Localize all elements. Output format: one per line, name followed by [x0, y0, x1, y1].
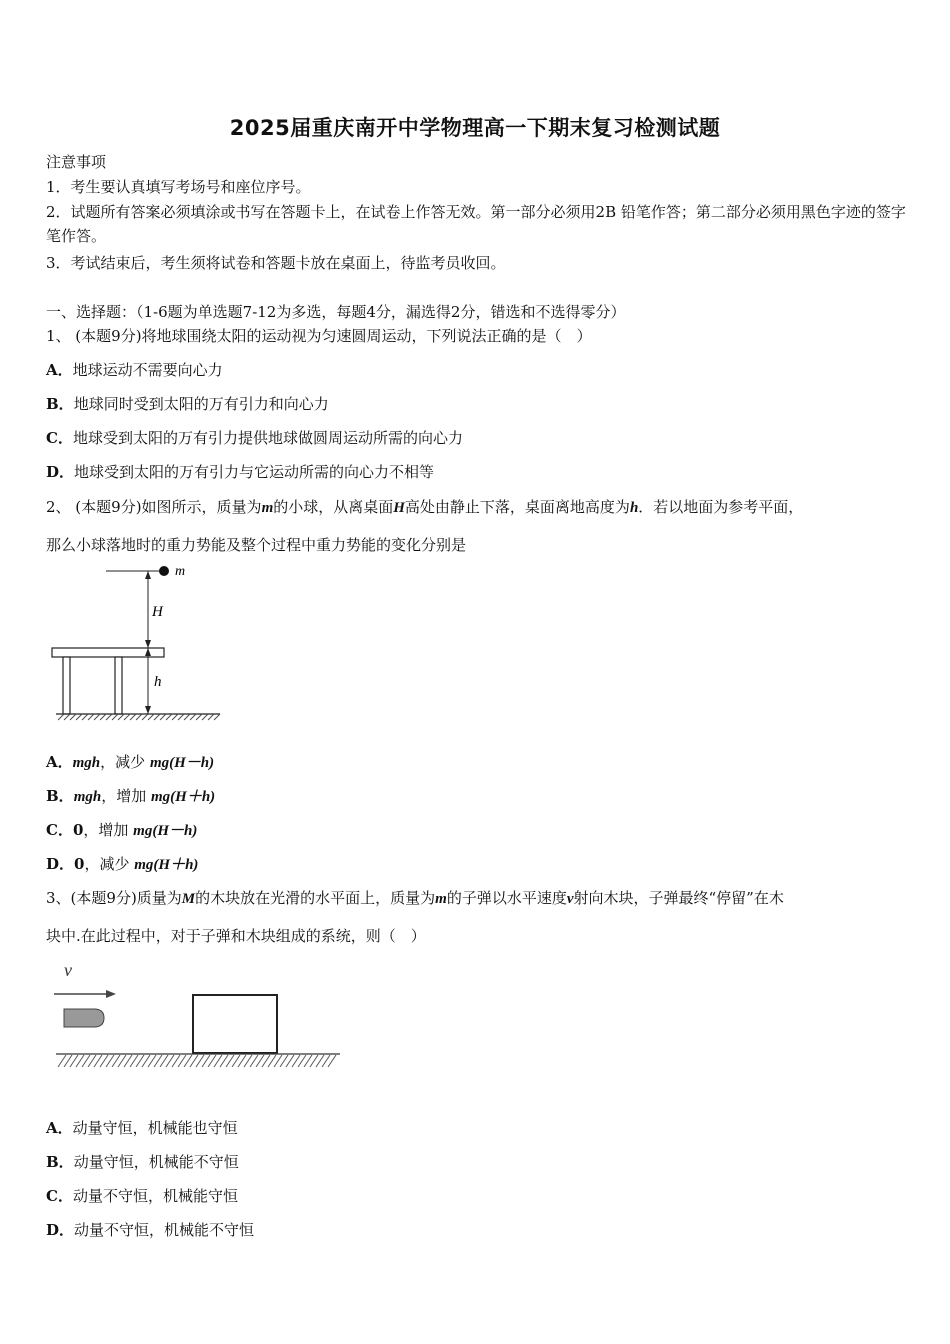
q2-option-d[interactable]	[46, 854, 198, 875]
stem-text: 的小球，从离桌面	[273, 498, 394, 516]
label-v: v	[64, 960, 72, 980]
q3-option-a[interactable]	[46, 1118, 238, 1138]
option-text: ，减少	[84, 855, 135, 873]
option-value: 0	[72, 821, 84, 839]
option-text: ，减少	[100, 753, 150, 771]
option-value: mgh	[73, 789, 102, 805]
label-m: m	[175, 564, 186, 579]
stem-text: 高处由静止下落，桌面离地高度为	[404, 498, 630, 516]
q1-option-b[interactable]	[46, 394, 329, 414]
option-text: ，增加	[83, 821, 134, 839]
option-label: D．	[46, 855, 75, 873]
section-heading: 一、选择题：（1-6题为单选题7-12为多选，每题4分，漏选得2分，错选和不选得零分）	[46, 303, 626, 321]
wood-block	[193, 995, 277, 1053]
option-label: B．	[46, 787, 74, 805]
stem-text: 的木块放在光滑的水平面上，质量为	[195, 889, 436, 907]
stem-text: 射向木块，子弹最终“停留”在木	[573, 889, 784, 907]
label-H: H	[152, 604, 163, 620]
option-value: mgh	[72, 755, 101, 771]
falling-ball-diagram	[44, 560, 228, 722]
page-title: 2025届重庆南开中学物理高一下期末复习检测试题	[229, 116, 721, 140]
q1-option-c[interactable]	[46, 428, 463, 448]
option-label: B．	[46, 1153, 74, 1171]
notice-item: 1．考生要认真填写考场号和座位序号。	[46, 178, 311, 196]
option-value: mg(H－h)	[149, 755, 215, 771]
option-value: mg(H＋h)	[150, 789, 216, 805]
q3-option-c[interactable]	[46, 1186, 238, 1206]
option-text: 地球受到太阳的万有引力提供地球做圆周运动所需的向心力	[72, 429, 463, 447]
arrow-down-icon	[145, 706, 151, 714]
question-3-stem-cont: 块中.在此过程中，对于子弹和木块组成的系统，则（ ）	[46, 927, 426, 945]
var-M: M	[181, 891, 196, 907]
bullet-icon	[64, 1009, 104, 1027]
notice-item: 3．考试结束后，考生须将试卷和答题卡放在桌面上，待监考员收回。	[46, 254, 506, 272]
floor-hatch	[58, 1055, 336, 1067]
q3-option-d[interactable]	[46, 1220, 254, 1240]
question-2-stem-cont: 那么小球落地时的重力势能及整个过程中重力势能的变化分别是	[46, 536, 467, 554]
arrow-down-icon	[145, 640, 151, 648]
stem-text: ．若以地面为参考平面，	[638, 498, 804, 516]
option-value: mg(H－h)	[133, 823, 198, 839]
question-1-stem: 1、 (本题9分)将地球围绕太阳的运动视为匀速圆周运动，下列说法正确的是（ ）	[46, 327, 592, 345]
var-m: m	[435, 891, 447, 907]
q3-option-b[interactable]	[46, 1152, 239, 1172]
ball-icon	[159, 566, 169, 576]
option-label: C．	[46, 429, 73, 447]
arrow-right-icon	[106, 990, 116, 998]
q2-option-a[interactable]	[46, 752, 214, 773]
question-2-stem	[46, 497, 803, 518]
option-text: 地球受到太阳的万有引力与它运动所需的向心力不相等	[74, 463, 435, 481]
q1-option-d[interactable]	[46, 462, 434, 482]
stem-text: 的子弹以水平速度	[446, 889, 567, 907]
label-h: h	[154, 674, 162, 690]
bullet-block-diagram	[52, 958, 344, 1074]
q1-option-a[interactable]	[46, 360, 223, 380]
var-m: m	[261, 500, 274, 516]
stem-text: 2、 (本题9分)如图所示，质量为	[46, 498, 262, 516]
option-label: D．	[46, 1221, 75, 1239]
option-label: B．	[46, 395, 74, 413]
var-h: h	[629, 500, 639, 516]
option-text: 动量守恒，机械能不守恒	[73, 1153, 239, 1171]
option-text: 动量守恒，机械能也守恒	[72, 1119, 238, 1137]
option-label: A．	[46, 753, 73, 771]
notice-item: 2．试题所有答案必须填涂或书写在答题卡上，在试卷上作答无效。第一部分必须用2B 铅笔作答；第二部分必须用黑色字迹的签字笔作答。	[46, 203, 906, 245]
option-label: A．	[46, 1119, 73, 1137]
table-leg-right	[115, 657, 122, 714]
q2-option-c[interactable]	[46, 820, 197, 841]
option-value: 0	[74, 855, 85, 873]
option-text: 地球运动不需要向心力	[72, 361, 223, 379]
notice-heading: 注意事项	[46, 153, 107, 171]
option-text: 动量不守恒，机械能守恒	[72, 1187, 238, 1205]
option-label: D．	[46, 463, 75, 481]
option-text: 动量不守恒，机械能不守恒	[74, 1221, 255, 1239]
option-label: C．	[46, 1187, 73, 1205]
question-3-stem	[46, 888, 784, 909]
table-leg-left	[63, 657, 70, 714]
option-label: C．	[46, 821, 73, 839]
option-label: A．	[46, 361, 73, 379]
option-value: mg(H＋h)	[134, 857, 199, 873]
option-text: ，增加	[101, 787, 151, 805]
var-v: v	[566, 891, 574, 907]
option-text: 地球同时受到太阳的万有引力和向心力	[73, 395, 329, 413]
var-H: H	[393, 500, 405, 516]
arrow-up-icon	[145, 571, 151, 579]
q2-option-b[interactable]	[46, 786, 215, 807]
ground-hatch	[58, 714, 220, 720]
stem-text: 3、(本题9分)质量为	[46, 889, 182, 907]
